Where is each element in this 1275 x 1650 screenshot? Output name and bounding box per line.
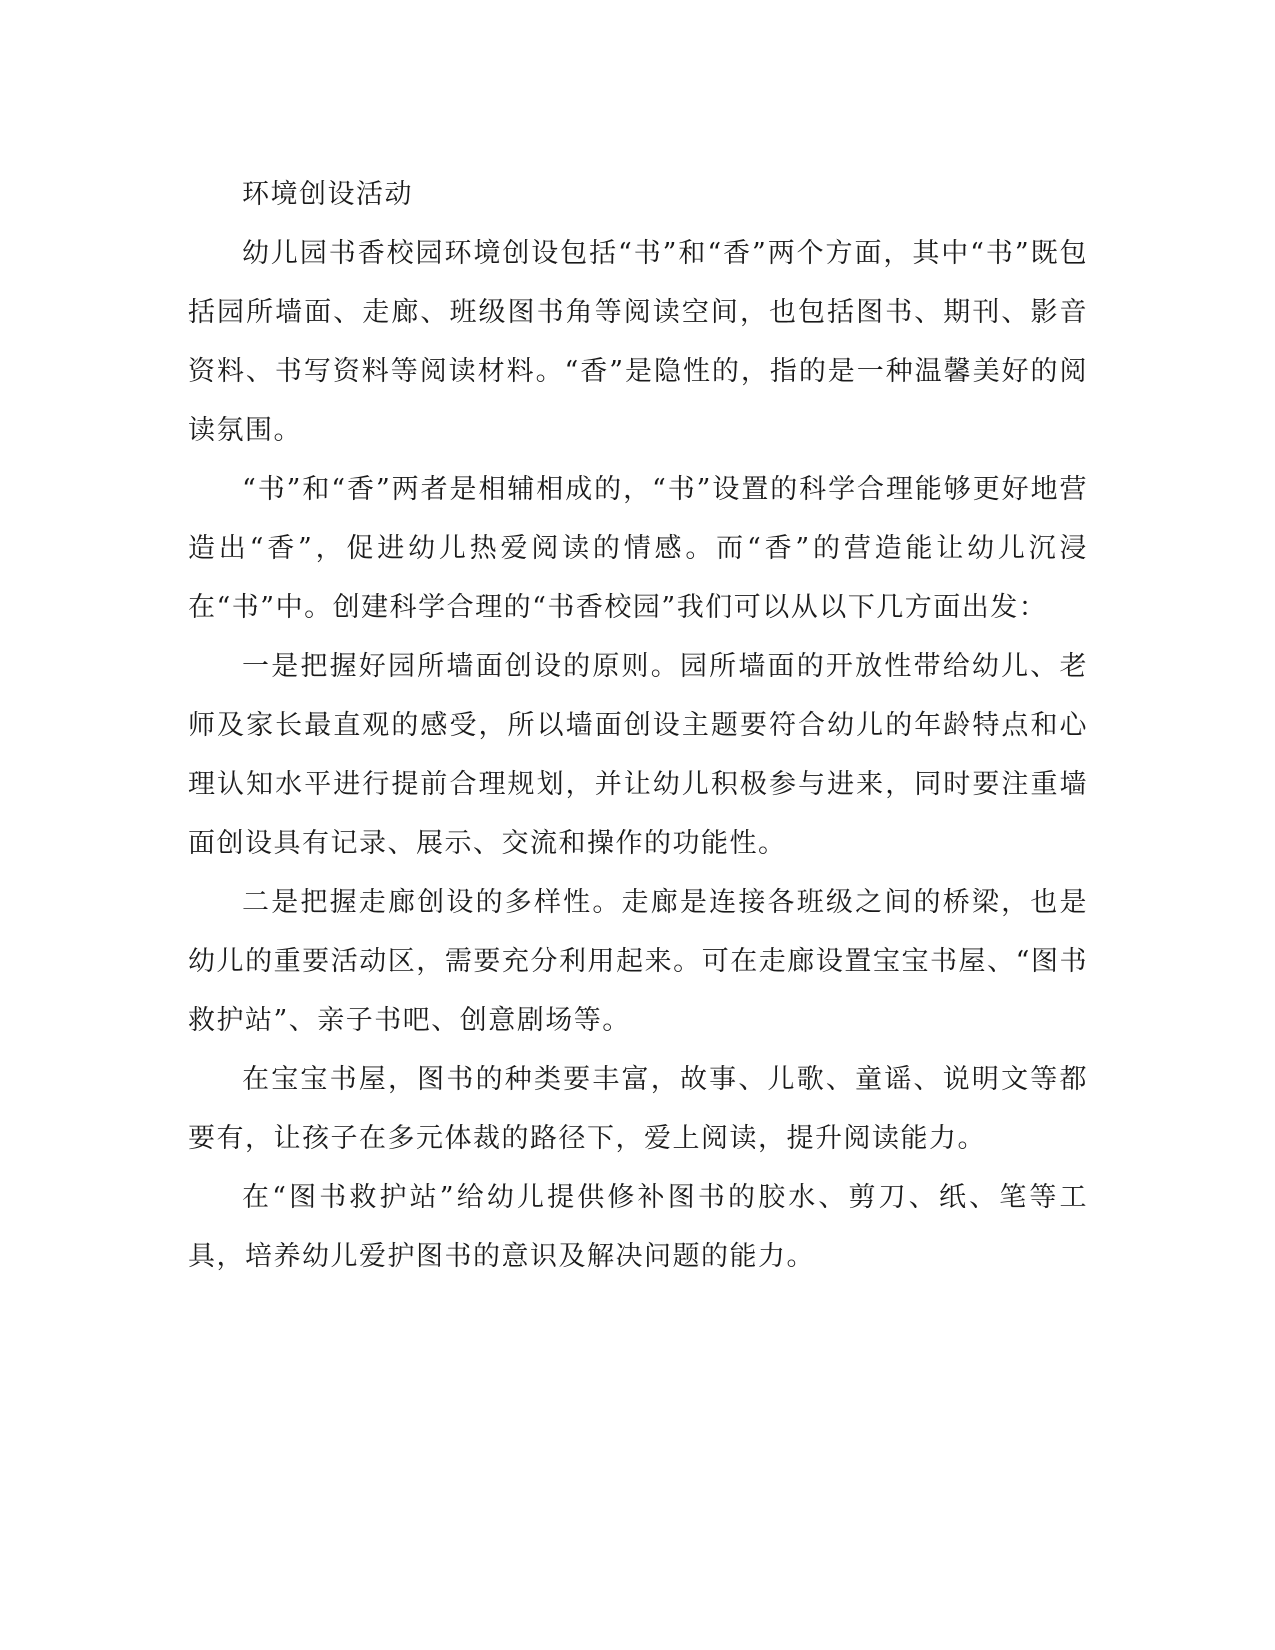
paragraph-6: 在“图书救护站”给幼儿提供修补图书的胶水、剪刀、纸、笔等工具，培养幼儿爱护图书的意识及解决问题的能力。 bbox=[188, 1182, 1088, 1272]
paragraph-3: 一是把握好园所墙面创设的原则。园所墙面的开放性带给幼儿、老师及家长最直观的感受，所以墙面创设主题要符合幼儿的年龄特点和心理认知水平进行提前合理规划，并让幼儿积极参与进来，同时要注重墙面创设具有记录、展示、交流和操作的功能性。 bbox=[188, 651, 1088, 859]
document-heading: 环境创设活动 bbox=[242, 179, 413, 210]
paragraph-1: 幼儿园书香校园环境创设包括“书”和“香”两个方面，其中“书”既包括园所墙面、走廊、班级图书角等阅读空间，也包括图书、期刊、影音资料、书写资料等阅读材料。“香”是隐性的，指的是一种温馨美好的阅读氛围。 bbox=[188, 238, 1088, 446]
paragraph-5: 在宝宝书屋，图书的种类要丰富，故事、儿歌、童谣、说明文等都要有，让孩子在多元体裁的路径下，爱上阅读，提升阅读能力。 bbox=[188, 1064, 1088, 1154]
paragraph-2: “书”和“香”两者是相辅相成的，“书”设置的科学合理能够更好地营造出“香”，促进幼儿热爱阅读的情感。而“香”的营造能让幼儿沉浸在“书”中。创建科学合理的“书香校园”我们可以从以下几方面出发： bbox=[188, 474, 1088, 623]
document-body bbox=[188, 165, 1088, 1286]
paragraph-4: 二是把握走廊创设的多样性。走廊是连接各班级之间的桥梁，也是幼儿的重要活动区，需要充分利用起来。可在走廊设置宝宝书屋、“图书救护站”、亲子书吧、创意剧场等。 bbox=[188, 887, 1088, 1036]
